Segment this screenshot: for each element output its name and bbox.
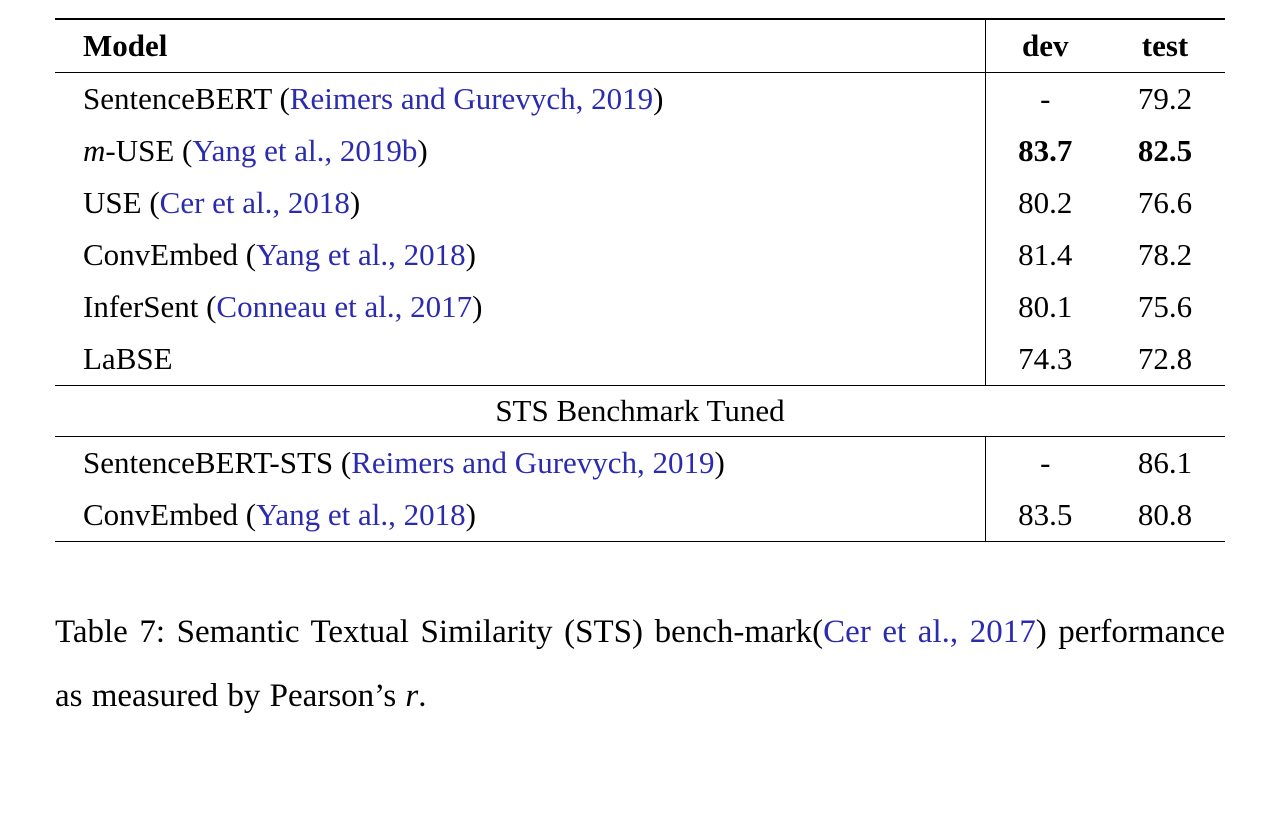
model-name: SentenceBERT (	[83, 81, 290, 116]
model-name: USE (	[83, 185, 160, 220]
cell-dev-score: 74.3	[985, 333, 1105, 386]
cell-model	[55, 489, 985, 542]
table-body-tuned	[55, 437, 1225, 542]
figure-caption	[55, 600, 1225, 729]
bottom-rule-row	[55, 542, 1225, 543]
model-name-suffix: )	[417, 133, 428, 168]
caption-citation: Cer et al., 2017	[823, 614, 1036, 650]
model-name-suffix: )	[472, 289, 483, 324]
citation-link[interactable]: Cer et al., 2018	[159, 185, 350, 220]
citation-link[interactable]: Yang et al., 2018	[256, 497, 466, 532]
caption-text-3: .	[418, 678, 427, 715]
cell-model	[55, 281, 985, 333]
citation-link[interactable]: Yang et al., 2019b	[192, 133, 418, 168]
cell-dev-score: 81.4	[985, 229, 1105, 281]
model-name: LaBSE	[83, 341, 173, 376]
table-row	[55, 73, 1225, 126]
caption-text-1: Semantic Textual Similarity (STS) bench-mark(	[176, 614, 824, 650]
citation-link[interactable]: Conneau et al., 2017	[216, 289, 473, 324]
cell-model	[55, 333, 985, 386]
cell-dev-score: 80.2	[985, 177, 1105, 229]
model-name-suffix: )	[349, 185, 361, 220]
citation-link[interactable]: Reimers and Gurevych, 2019	[351, 445, 715, 480]
citation-link[interactable]: Yang et al., 2018	[256, 237, 466, 272]
cell-dev-score: 83.5	[985, 489, 1105, 542]
cell-test-score: 72.8	[1137, 341, 1193, 376]
caption-math-symbol: r	[405, 678, 419, 715]
table-row	[55, 281, 1225, 333]
caption-text-2: ) performance as measured by Pearson’s	[55, 614, 1226, 715]
cell-test-score: 75.6	[1137, 289, 1193, 324]
model-name-suffix: )	[653, 81, 664, 116]
cell-model	[55, 229, 985, 281]
model-name: ConvEmbed (	[83, 237, 257, 272]
model-name-suffix: )	[465, 497, 476, 532]
bottom-rule-cell-test	[1105, 542, 1225, 543]
table-bottom-rule	[55, 542, 1225, 543]
caption-label: Table 7:	[55, 614, 166, 650]
column-header-model: Model	[55, 19, 985, 73]
table-row	[55, 489, 1225, 542]
cell-dev-score: 80.1	[985, 281, 1105, 333]
model-name: -USE (	[105, 133, 193, 168]
cell-dev-score: -	[985, 437, 1105, 490]
table-header-row	[55, 19, 1225, 73]
model-name-suffix: )	[714, 445, 725, 480]
table-row	[55, 333, 1225, 386]
model-name-italic-prefix: m	[83, 133, 106, 168]
cell-model	[55, 73, 985, 126]
table-body-main	[55, 73, 1225, 386]
column-header-test: test	[1105, 19, 1225, 73]
cell-test-score: 80.8	[1137, 497, 1193, 532]
bottom-rule-cell-dev	[985, 542, 1105, 543]
section-header-row	[55, 386, 1225, 437]
cell-dev-score: -	[985, 73, 1105, 126]
table-header	[55, 19, 1225, 73]
citation-link[interactable]: Reimers and Gurevych, 2019	[289, 81, 654, 116]
table-row	[55, 177, 1225, 229]
cell-model	[55, 437, 985, 490]
model-name-suffix: )	[465, 237, 476, 272]
model-name: InferSent (	[83, 289, 217, 324]
cell-test-score: 79.2	[1105, 73, 1225, 126]
cell-model	[55, 177, 985, 229]
cell-test-score: 86.1	[1105, 437, 1225, 490]
model-name: ConvEmbed (	[83, 497, 257, 532]
cell-test-score: 76.6	[1137, 185, 1193, 220]
table-row	[55, 229, 1225, 281]
cell-test-score: 78.2	[1137, 237, 1193, 272]
bottom-rule-cell-model	[55, 542, 985, 543]
table-row	[55, 125, 1225, 177]
table-row	[55, 437, 1225, 490]
section-header-label: STS Benchmark Tuned	[55, 386, 1225, 437]
sts-benchmark-table	[55, 18, 1225, 542]
cell-test-score: 82.5	[1137, 133, 1193, 168]
column-header-dev: dev	[985, 19, 1105, 73]
table-section-tuned	[55, 386, 1225, 437]
cell-model	[55, 125, 985, 177]
cell-dev-score: 83.7	[985, 125, 1105, 177]
model-name: SentenceBERT-STS (	[83, 445, 352, 480]
